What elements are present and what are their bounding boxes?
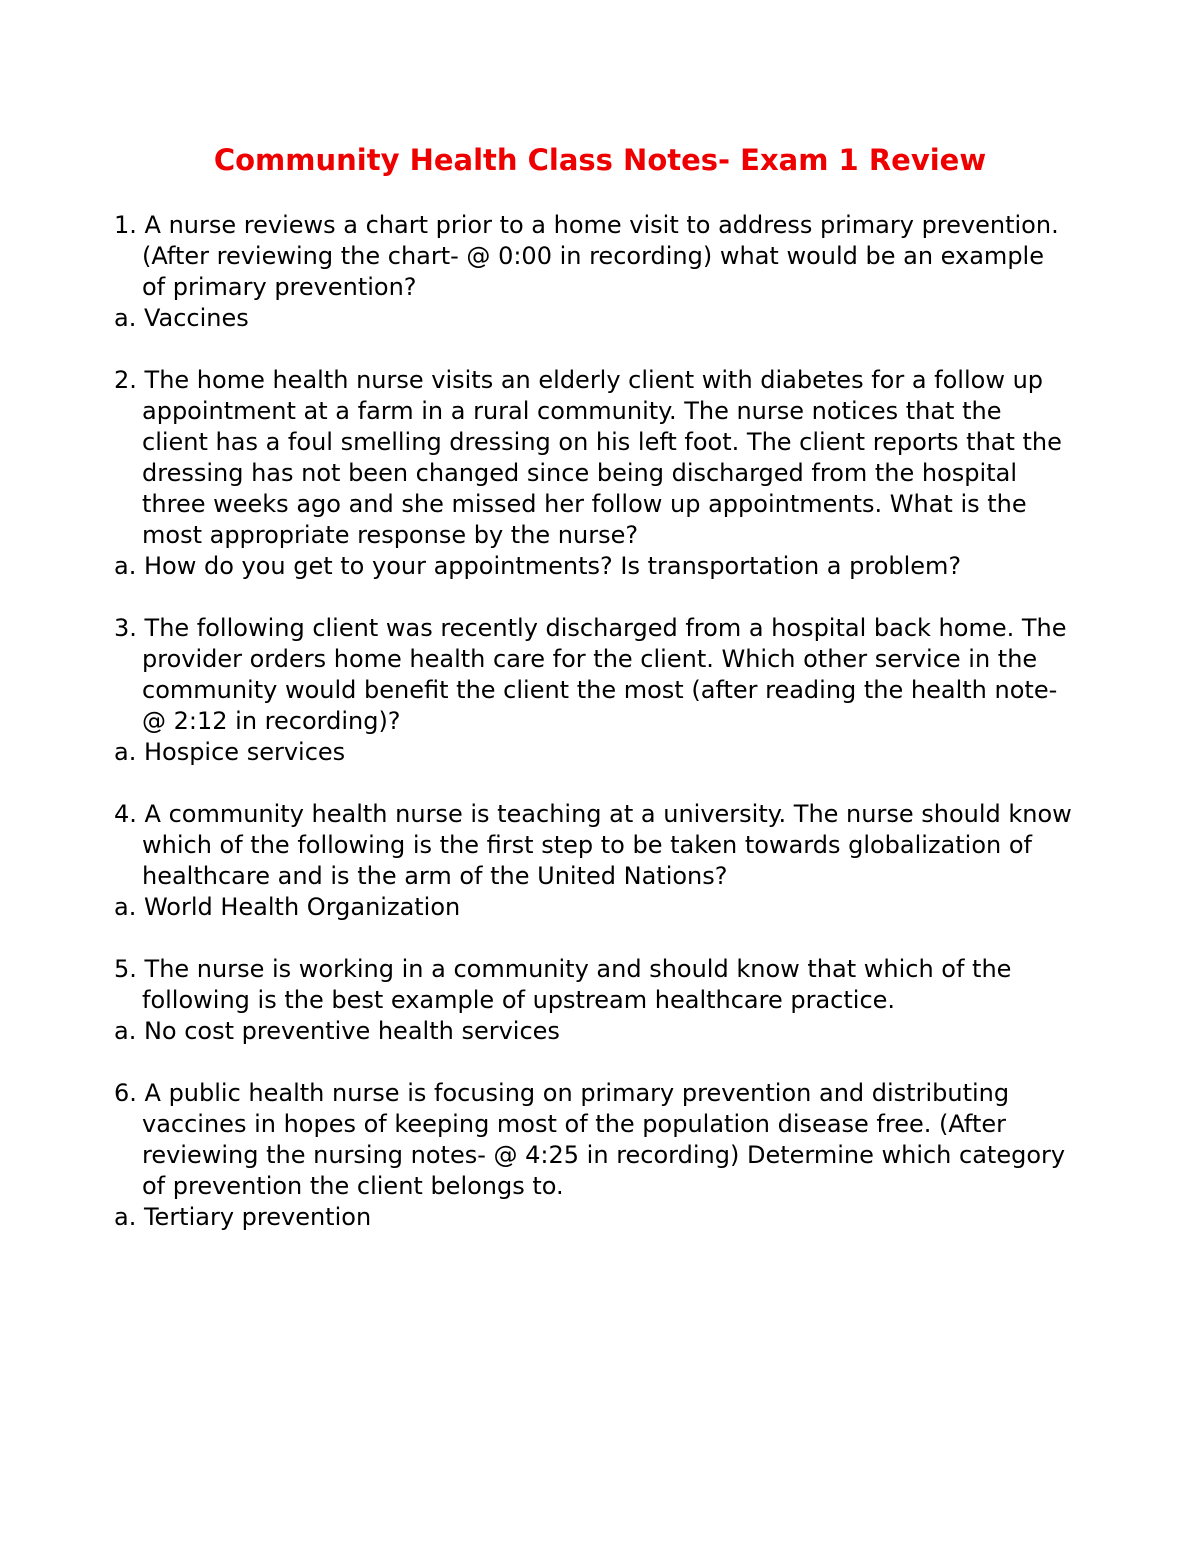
document-title: Community Health Class Notes- Exam 1 Review: [213, 143, 987, 177]
answer-text: a. Hospice services: [114, 738, 346, 766]
question-text: 1. A nurse reviews a chart prior to a home visit to address primary prevention. (After reviewing the chart- @ 0:00 in recording) what would be an example of primary prevention?: [114, 211, 1059, 301]
question-text: 3. The following client was recently discharged from a hospital back home. The provider orders home health care for the client. Which other service in the community would benefit the client the most (after reading the health note- @ 2:12 in recording)?: [114, 614, 1067, 735]
answer-text: a. How do you get to your appointments? Is transportation a problem?: [114, 552, 962, 580]
answer-text: a. No cost preventive health services: [114, 1017, 560, 1045]
answer-text: a. Tertiary prevention: [114, 1203, 372, 1231]
question-item-4: [114, 799, 1074, 923]
answer-text: a. World Health Organization: [114, 893, 461, 921]
question-list: [114, 210, 1074, 1264]
question-item-2: [114, 365, 1074, 582]
question-item-1: [114, 210, 1074, 334]
question-item-5: [114, 954, 1074, 1047]
question-text: 2. The home health nurse visits an elderly client with diabetes for a follow up appointment at a farm in a rural community. The nurse notices that the client has a foul smelling dressing on his left foot. The client reports that the dressing has not been changed since being discharged from the hospital three weeks ago and she missed her follow up appointments. What is the most appropriate response by the nurse?: [114, 366, 1062, 549]
question-text: 5. The nurse is working in a community and should know that which of the following is the best example of upstream healthcare practice.: [114, 955, 1012, 1014]
answer-text: a. Vaccines: [114, 304, 249, 332]
question-text: 4. A community health nurse is teaching at a university. The nurse should know which of the following is the first step to be taken towards globalization of healthcare and is the arm of the United Nations?: [114, 800, 1072, 890]
question-text: 6. A public health nurse is focusing on primary prevention and distributing vaccines in hopes of keeping most of the population disease free. (After reviewing the nursing notes- @ 4:25 in recording) Determine which category of prevention the client belongs to.: [114, 1079, 1066, 1200]
question-item-3: [114, 613, 1074, 768]
question-item-6: [114, 1078, 1074, 1233]
